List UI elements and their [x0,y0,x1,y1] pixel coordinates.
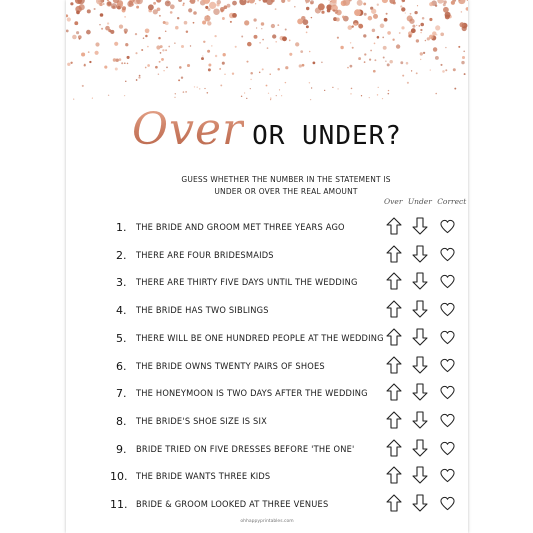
title-script-word: Over [132,104,245,155]
up-arrow-icon[interactable] [386,383,402,401]
heart-icon[interactable] [440,468,455,483]
answer-marks [384,439,464,459]
heart-icon[interactable] [440,274,455,289]
answer-marks [384,328,464,348]
question-number: 4. [116,304,127,318]
heart-icon[interactable] [440,413,455,428]
rose-gold-confetti [66,0,468,108]
question-row [66,496,468,516]
question-text: THE HONEYMOON IS TWO DAYS AFTER THE WEDDING [136,388,368,400]
question-text: THE BRIDE'S SHOE SIZE IS SIX [136,415,267,427]
question-number: 8. [116,414,127,428]
up-arrow-icon[interactable] [386,411,402,429]
down-arrow-icon[interactable] [412,439,428,457]
question-number: 1. [116,221,127,234]
answer-marks [384,356,464,376]
question-text: THE BRIDE AND GROOM MET THREE YEARS AGO [136,222,345,233]
answer-marks [384,494,464,514]
question-text: THE BRIDE WANTS THREE KIDS [136,471,271,483]
header-under: Under [407,197,432,206]
instructions: GUESS WHETHER THE NUMBER IN THE STATEMENT IS UNDER OR OVER THE REAL AMOUNT [181,174,391,196]
question-text: THE BRIDE OWNS TWENTY PAIRS OF SHOES [136,360,325,372]
column-headers [384,197,467,206]
heart-icon[interactable] [440,385,455,400]
down-arrow-icon[interactable] [412,328,428,346]
question-text: THERE ARE THIRTY FIVE DAYS UNTIL THE WEDDING [136,277,358,289]
answer-marks [384,217,464,237]
heart-icon[interactable] [440,496,455,511]
down-arrow-icon[interactable] [412,300,428,318]
down-arrow-icon[interactable] [412,383,428,401]
up-arrow-icon[interactable] [386,356,402,374]
answer-marks [384,245,464,265]
heart-icon[interactable] [440,330,455,345]
question-number: 3. [116,276,127,290]
answer-marks [384,272,464,292]
question-text: THERE WILL BE ONE HUNDRED PEOPLE AT THE WEDDING [136,332,384,344]
down-arrow-icon[interactable] [412,411,428,429]
question-row [66,274,468,294]
game-sheet [66,0,468,533]
up-arrow-icon[interactable] [386,439,402,457]
question-row [66,358,468,378]
header-correct: Correct [437,197,467,206]
footer-url: ohhappyprintables.com [240,519,294,524]
question-number: 2. [116,248,127,262]
question-row [66,302,468,322]
up-arrow-icon[interactable] [386,245,402,263]
down-arrow-icon[interactable] [412,356,428,374]
heart-icon[interactable] [440,358,455,373]
question-number: 7. [116,387,127,401]
question-text: BRIDE TRIED ON FIVE DRESSES BEFORE 'THE ONE' [136,443,355,455]
title-rest: OR UNDER? [252,121,402,151]
question-row [66,385,468,405]
question-text: THE BRIDE HAS TWO SIBLINGS [136,305,269,317]
up-arrow-icon[interactable] [386,272,402,290]
heart-icon[interactable] [440,302,455,317]
question-row [66,468,468,488]
down-arrow-icon[interactable] [412,466,428,484]
up-arrow-icon[interactable] [386,466,402,484]
question-number: 10. [110,470,128,484]
question-row [66,441,468,461]
down-arrow-icon[interactable] [412,245,428,263]
question-number: 6. [116,359,127,373]
page-title [66,104,468,155]
answer-marks [384,383,464,403]
question-text: THERE ARE FOUR BRIDESMAIDS [136,249,274,261]
up-arrow-icon[interactable] [386,300,402,318]
question-number: 11. [110,498,128,511]
question-number: 5. [116,331,127,345]
down-arrow-icon[interactable] [412,217,428,235]
up-arrow-icon[interactable] [386,217,402,235]
answer-marks [384,466,464,486]
up-arrow-icon[interactable] [386,494,402,512]
up-arrow-icon[interactable] [386,328,402,346]
answer-marks [384,411,464,431]
down-arrow-icon[interactable] [412,272,428,290]
header-over: Over [384,197,403,206]
down-arrow-icon[interactable] [412,494,428,512]
heart-icon[interactable] [440,247,455,262]
question-number: 9. [116,442,127,456]
question-row [66,330,468,350]
question-row [66,247,468,267]
answer-marks [384,300,464,320]
question-text: BRIDE & GROOM LOOKED AT THREE VENUES [136,499,329,510]
question-row [66,219,468,239]
heart-icon[interactable] [440,219,455,234]
question-row [66,413,468,433]
heart-icon[interactable] [440,441,455,456]
